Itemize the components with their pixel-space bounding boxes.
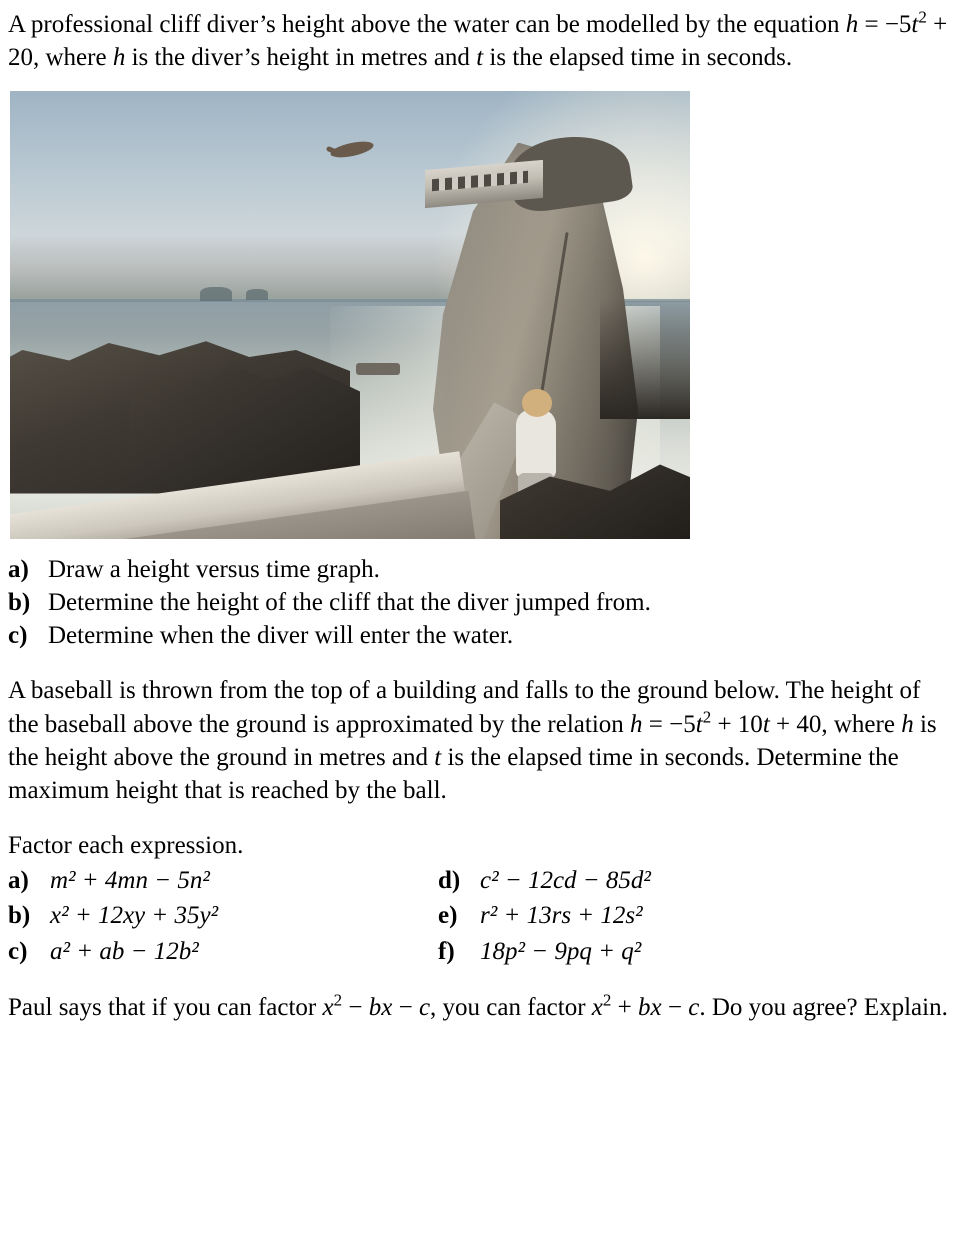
problem3-item-b-expr: x² + 12xy + 35y² <box>50 902 219 929</box>
problem2-var-t2: t <box>762 710 770 738</box>
problem2-eq-1b: + 10 <box>711 710 763 738</box>
problem3-item-d-expr: c² − 12cd − 85d² <box>480 866 651 894</box>
problem3-item-c-expr: a² + ab − 12b² <box>50 937 199 965</box>
problem1-text-1: A professional cliff diver’s height above the water can be modelled by the equation <box>8 11 846 38</box>
seated-person-body <box>516 409 556 479</box>
problem4-exponent-1: 2 <box>333 990 343 1010</box>
problem3-item-a-expr: m² + 4mn − 5n² <box>50 866 210 894</box>
cliff-diver-photo <box>10 91 690 539</box>
problem1-part-c-text: Determine when the diver will enter the water. <box>48 622 514 649</box>
problem3-item-b-label: b) <box>8 902 31 929</box>
problem1-parts <box>0 553 966 653</box>
spacer-2 <box>0 807 966 829</box>
problem4-statement <box>0 991 966 1024</box>
problem2-text-1: A baseball is thrown from the top of a building and falls to the ground below. The height of the baseball above the ground is approximated by the relation <box>8 677 921 738</box>
problem1-part-b <box>8 586 956 619</box>
problem1-part-c <box>8 619 956 652</box>
problem1-eq-1b: + 20, where <box>8 11 948 72</box>
seated-person-head <box>522 389 552 417</box>
problem4-op-1: − <box>342 994 369 1021</box>
distant-island-2 <box>246 289 268 300</box>
problem3-item-e-label: e) <box>438 902 458 929</box>
spacer-3 <box>0 969 966 991</box>
problem4-exponent-2: 2 <box>602 990 612 1010</box>
distant-boat <box>356 363 400 375</box>
problem2-text-2: is the height above the ground in metres and <box>8 710 937 771</box>
problem2-eq-1c: + 40, where <box>769 710 902 738</box>
problem3-item-c <box>8 934 428 970</box>
problem3-item-b <box>8 898 428 934</box>
problem1-part-b-text: Determine the height of the cliff that the diver jumped from. <box>48 588 651 616</box>
problem1-var-h: h <box>845 11 859 38</box>
problem2-var-t3: t <box>434 743 442 771</box>
problem3-item-f <box>428 934 956 970</box>
problem2-var-h: h <box>630 710 643 738</box>
problem4-term-bx1: bx <box>368 994 393 1021</box>
problem1-var-t2: t <box>476 44 484 72</box>
problem2-var-t: t <box>695 710 703 738</box>
foreground-rock-right-upper <box>600 299 690 419</box>
problem1-var-t: t <box>911 11 919 38</box>
problem2-exponent: 2 <box>702 707 712 727</box>
problem2-eq-1: = −5 <box>642 710 696 738</box>
problem1-statement <box>0 0 966 75</box>
problem4-op-4: − <box>661 994 689 1021</box>
problem4-var-x1: x <box>322 994 334 1021</box>
problem3-item-d-label: d) <box>438 866 461 894</box>
problem4-term-bx2: bx <box>638 994 662 1021</box>
problem3-item-a-label: a) <box>8 866 29 894</box>
problem1-part-a <box>8 553 956 586</box>
problem3-item-f-expr: 18p² − 9pq + q² <box>480 937 642 965</box>
problem4-term-c1: c <box>418 994 431 1021</box>
problem2-text-3: is the elapsed time in seconds. Determine the maximum height that is reached by the ball. <box>8 743 899 804</box>
problem1-exponent: 2 <box>918 7 927 27</box>
problem3-item-d <box>428 863 956 899</box>
problem4-text-2: , you can factor <box>430 994 592 1021</box>
problem4-text-3: . Do you agree? Explain. <box>699 994 948 1021</box>
problem1-text-3: is the elapsed time in seconds. <box>483 44 793 72</box>
problem1-text-2: is the diver’s height in metres and <box>125 44 477 72</box>
problem3-item-e <box>428 898 956 934</box>
problem4-op-2: − <box>392 994 419 1021</box>
problem3-item-e-expr: r² + 13rs + 12s² <box>480 902 643 929</box>
problem3-instruction: Factor each expression. <box>8 832 244 860</box>
spacer-1 <box>0 652 966 674</box>
problem3-item-c-label: c) <box>8 937 28 965</box>
problem3-item-a <box>8 863 428 899</box>
problem3-items <box>0 863 966 970</box>
problem1-part-b-label: b) <box>8 588 31 616</box>
problem1-var-h2: h <box>112 44 126 72</box>
problem4-var-x2: x <box>591 994 603 1021</box>
distant-island-1 <box>200 287 232 301</box>
problem4-text-1: Paul says that if you can factor <box>8 994 323 1021</box>
problem4-term-c2: c <box>688 994 700 1021</box>
problem4-op-3: + <box>611 994 638 1021</box>
problem1-eq-1: = −5 <box>858 11 912 38</box>
problem1-part-c-label: c) <box>8 622 28 649</box>
problem3-item-f-label: f) <box>438 937 455 965</box>
problem1-part-a-text: Draw a height versus time graph. <box>48 555 380 583</box>
problem1-part-a-label: a) <box>8 555 29 583</box>
problem2-statement <box>0 674 966 807</box>
problem2-var-h2: h <box>901 710 914 738</box>
photo-canvas <box>10 91 690 539</box>
